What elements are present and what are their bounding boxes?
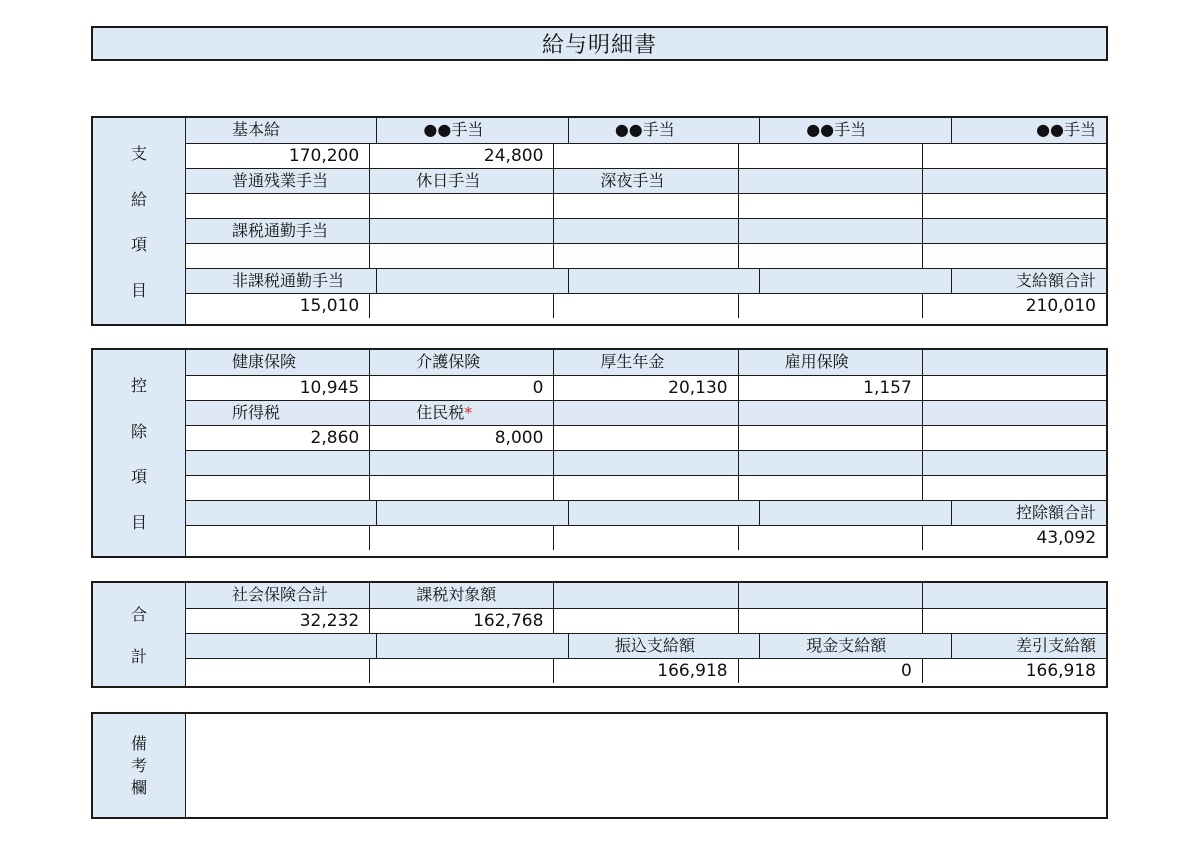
item-value[interactable] <box>738 526 922 550</box>
item-value[interactable] <box>553 294 737 318</box>
resident-tax-mark: * <box>464 403 473 422</box>
table-row <box>186 243 1106 268</box>
deductions-section <box>91 348 1108 558</box>
item-value[interactable] <box>738 476 922 500</box>
item-value[interactable] <box>922 426 1106 450</box>
item-value[interactable] <box>369 476 553 500</box>
table-row <box>186 268 1106 293</box>
table-row <box>186 375 1106 400</box>
item-label <box>738 451 922 475</box>
item-label <box>186 634 376 658</box>
item-label <box>759 269 950 293</box>
deductions-grid <box>186 350 1106 556</box>
item-label: 普通残業手当 <box>186 169 369 193</box>
payments-side-char: 給 <box>130 189 147 209</box>
remarks-section <box>91 712 1108 819</box>
item-label: ●●手当 <box>951 118 1106 143</box>
item-label <box>369 219 553 243</box>
item-value[interactable] <box>369 194 553 218</box>
item-value[interactable]: 20,130 <box>553 376 737 400</box>
deductions-side-char: 除 <box>130 421 147 441</box>
item-label: 基本給 <box>186 118 376 143</box>
item-label <box>553 451 737 475</box>
table-row <box>186 425 1106 450</box>
item-value[interactable] <box>738 609 922 633</box>
item-value[interactable]: 170,200 <box>186 144 369 168</box>
item-label <box>738 219 922 243</box>
item-label <box>568 501 759 525</box>
table-row <box>186 293 1106 318</box>
item-label: 振込支給額 <box>568 634 759 658</box>
item-value[interactable]: 166,918 <box>922 659 1106 683</box>
table-row <box>186 168 1106 193</box>
item-label <box>376 269 567 293</box>
item-label <box>186 451 369 475</box>
item-value[interactable] <box>553 194 737 218</box>
table-row <box>186 450 1106 475</box>
table-row <box>186 350 1106 375</box>
item-value[interactable] <box>553 144 737 168</box>
item-value[interactable]: 8,000 <box>369 426 553 450</box>
table-row <box>186 118 1106 143</box>
item-value[interactable] <box>553 476 737 500</box>
item-label <box>376 634 567 658</box>
table-row <box>186 475 1106 500</box>
item-value[interactable]: 162,768 <box>369 609 553 633</box>
item-value[interactable]: 2,860 <box>186 426 369 450</box>
item-label <box>738 583 922 608</box>
item-value[interactable] <box>922 244 1106 268</box>
table-row <box>186 193 1106 218</box>
item-label: 控除額合計 <box>951 501 1106 525</box>
item-label: 健康保険 <box>186 350 369 375</box>
item-value[interactable] <box>738 244 922 268</box>
remarks-field[interactable] <box>186 714 1106 817</box>
item-value[interactable] <box>922 144 1106 168</box>
item-value[interactable] <box>553 244 737 268</box>
item-value[interactable] <box>369 659 553 683</box>
item-value[interactable] <box>922 609 1106 633</box>
item-label: 住民税* <box>369 401 553 425</box>
item-value[interactable]: 0 <box>738 659 922 683</box>
item-label: 介護保険 <box>369 350 553 375</box>
table-row <box>186 583 1106 608</box>
item-value[interactable] <box>738 194 922 218</box>
item-value[interactable] <box>186 476 369 500</box>
item-label <box>553 401 737 425</box>
item-label: 差引支給額 <box>951 634 1106 658</box>
payments-grid <box>186 118 1106 324</box>
table-row <box>186 400 1106 425</box>
item-value[interactable] <box>738 144 922 168</box>
item-label: 支給額合計 <box>951 269 1106 293</box>
item-label: 課税通勤手当 <box>186 219 369 243</box>
deductions-side-char: 目 <box>130 513 147 533</box>
item-label <box>922 169 1106 193</box>
item-label: 休日手当 <box>369 169 553 193</box>
item-value[interactable]: 32,232 <box>186 609 369 633</box>
item-label: 社会保険合計 <box>186 583 369 608</box>
table-row <box>186 143 1106 168</box>
item-label <box>738 169 922 193</box>
payments-section <box>91 116 1108 326</box>
item-label <box>759 501 950 525</box>
item-label <box>922 451 1106 475</box>
table-row <box>186 608 1106 633</box>
item-value[interactable]: 43,092 <box>922 526 1106 550</box>
item-label <box>922 401 1106 425</box>
item-label <box>553 219 737 243</box>
totals-grid <box>186 583 1106 686</box>
deductions-side-char: 項 <box>130 467 147 487</box>
item-label <box>553 583 737 608</box>
payments-side-char: 項 <box>130 235 147 255</box>
item-value[interactable] <box>369 294 553 318</box>
totals-side-char: 計 <box>130 647 147 666</box>
item-value[interactable] <box>186 244 369 268</box>
item-value[interactable]: 10,945 <box>186 376 369 400</box>
item-label: 深夜手当 <box>553 169 737 193</box>
item-label: 所得税 <box>186 401 369 425</box>
item-label: 厚生年金 <box>553 350 737 375</box>
item-label: 課税対象額 <box>369 583 553 608</box>
item-label <box>738 401 922 425</box>
item-value[interactable] <box>738 426 922 450</box>
item-value[interactable]: 210,010 <box>922 294 1106 318</box>
item-value[interactable]: 166,918 <box>553 659 737 683</box>
payments-side-label <box>93 118 186 324</box>
totals-side-label <box>93 583 186 686</box>
item-label <box>186 501 376 525</box>
item-value[interactable] <box>553 526 737 550</box>
table-row <box>186 633 1106 658</box>
item-value[interactable]: 1,157 <box>738 376 922 400</box>
totals-section <box>91 581 1108 688</box>
item-value[interactable] <box>186 659 369 683</box>
item-value[interactable] <box>553 426 737 450</box>
item-value[interactable] <box>186 526 369 550</box>
item-label <box>922 350 1106 375</box>
remarks-side-char: 備 <box>130 733 147 753</box>
item-value[interactable]: 0 <box>369 376 553 400</box>
item-label <box>922 219 1106 243</box>
item-value[interactable] <box>553 609 737 633</box>
item-value[interactable] <box>738 294 922 318</box>
item-label: 現金支給額 <box>759 634 950 658</box>
item-label: 非課税通勤手当 <box>186 269 376 293</box>
table-row <box>186 500 1106 525</box>
item-label: 雇用保険 <box>738 350 922 375</box>
item-label <box>922 583 1106 608</box>
deductions-side-char: 控 <box>130 375 147 395</box>
item-label: ●●手当 <box>568 118 759 143</box>
item-value[interactable]: 24,800 <box>369 144 553 168</box>
remarks-side-char: 考 <box>130 755 147 775</box>
table-row <box>186 525 1106 550</box>
item-label <box>376 501 567 525</box>
payments-side-char: 目 <box>130 281 147 301</box>
remarks-side-char: 欄 <box>130 777 147 797</box>
table-row <box>186 218 1106 243</box>
item-label: ●●手当 <box>376 118 567 143</box>
item-value[interactable] <box>369 526 553 550</box>
table-row <box>186 658 1106 683</box>
item-value[interactable] <box>922 476 1106 500</box>
item-value[interactable] <box>922 194 1106 218</box>
item-value[interactable] <box>186 194 369 218</box>
totals-side-char: 合 <box>130 605 147 624</box>
remarks-side-label <box>93 714 186 817</box>
page-title: 給与明細書 <box>91 26 1108 61</box>
payments-side-char: 支 <box>130 143 147 163</box>
item-label <box>369 451 553 475</box>
item-value[interactable] <box>369 244 553 268</box>
item-value[interactable]: 15,010 <box>186 294 369 318</box>
item-label: ●●手当 <box>759 118 950 143</box>
item-label <box>568 269 759 293</box>
deductions-side-label <box>93 350 186 556</box>
item-value[interactable] <box>922 376 1106 400</box>
